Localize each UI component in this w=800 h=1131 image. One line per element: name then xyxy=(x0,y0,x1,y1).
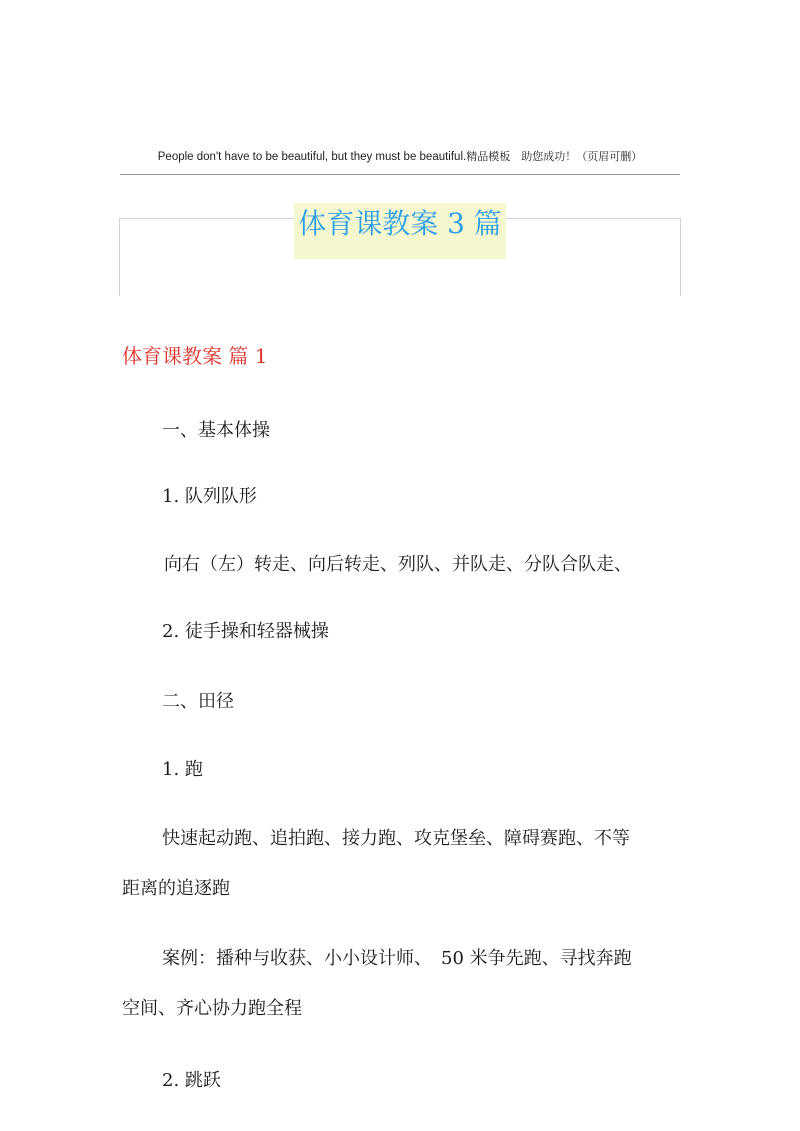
subheading-running: 1. 跑 xyxy=(162,759,203,780)
section-title: 体育课教案 篇 1 xyxy=(122,344,268,368)
paragraph-running: 快速起动跑、追拍跑、接力跑、攻克堡垒、障碍赛跑、不等 xyxy=(162,828,630,849)
page-header xyxy=(0,148,800,164)
header-suffix: 精品模板 助您成功！（页眉可删） xyxy=(466,150,643,163)
heading-basic-gymnastics: 一、基本体操 xyxy=(162,420,270,441)
paragraph-cases: 案例：播种与收获、小小设计师、 50 米争先跑、寻找奔跑 xyxy=(162,948,632,969)
subheading-formation: 1. 队列队形 xyxy=(162,486,257,507)
document-title: 体育课教案 3 篇 xyxy=(298,207,502,240)
header-divider xyxy=(120,174,680,175)
header-slogan: People don't have to be beautiful, but they must be beautiful. xyxy=(157,151,467,163)
subheading-free-exercise: 2. 徒手操和轻器械操 xyxy=(162,621,329,642)
heading-track-field: 二、田径 xyxy=(162,691,234,712)
paragraph-running-cont: 距离的追逐跑 xyxy=(122,878,230,899)
paragraph-cases-cont: 空间、齐心协力跑全程 xyxy=(122,998,302,1019)
paragraph-formation: 向右（左）转走、向后转走、列队、并队走、分队合队走、 xyxy=(164,554,632,575)
subheading-jumping: 2. 跳跃 xyxy=(162,1070,221,1091)
